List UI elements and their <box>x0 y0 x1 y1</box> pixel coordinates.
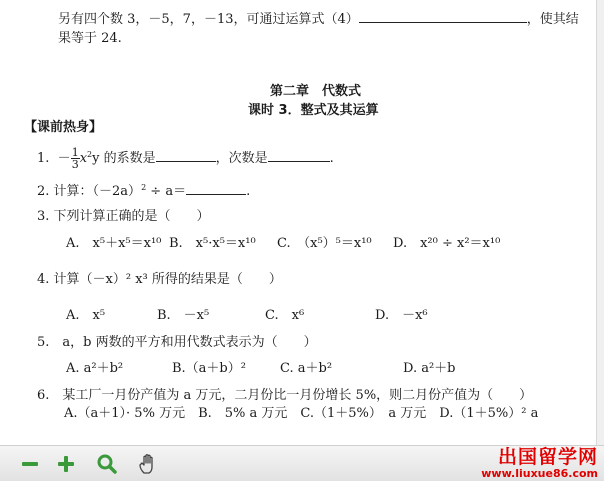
q2-exp: 2 <box>141 183 147 192</box>
search-button[interactable] <box>95 452 119 476</box>
q2-text: 2. 计算：（－2a） <box>37 184 142 199</box>
q1-end: . <box>329 151 334 166</box>
watermark-name: 出国留学网 <box>497 446 598 468</box>
q3-option-c: C. （x⁵）⁵＝x¹⁰ <box>277 236 372 251</box>
watermark-url: www.liuxue86.com <box>481 467 598 480</box>
q5-option-a: A. a²＋b² <box>66 361 124 376</box>
q1-text: y 的系数是 <box>92 151 156 166</box>
q4-option-a: A. x⁵ <box>66 308 106 323</box>
q1-frac-num: 1 <box>71 146 79 159</box>
q4-option-b: B. －x⁵ <box>157 308 210 323</box>
chapter-title: 第二章 代数式 <box>270 84 362 99</box>
section-title: 【课前热身】 <box>24 120 103 135</box>
question-5-stem: 5. a，b 两数的平方和用代数式表示为（ ） <box>37 335 317 350</box>
q5-option-d: D. a²＋b <box>403 361 456 376</box>
question-3-stem: 3. 下列计算正确的是（ ） <box>37 209 210 224</box>
q2-end: . <box>246 184 251 199</box>
plus-icon <box>54 452 78 476</box>
q3-option-a: A. x⁵＋x⁵＝x¹⁰ <box>66 236 162 251</box>
magnifier-icon <box>95 452 119 476</box>
question-2 <box>37 183 250 201</box>
minus-icon <box>18 452 42 476</box>
q4-option-c: C. x⁶ <box>265 308 305 323</box>
zoom-in-button[interactable] <box>54 452 78 476</box>
q2-blank <box>186 183 246 195</box>
q3-option-b: B. x⁵·x⁵＝x¹⁰ <box>169 236 256 251</box>
q5-option-c: C. a＋b² <box>280 361 333 376</box>
q3-option-d: D. x²⁰ ÷ x²＝x¹⁰ <box>393 236 501 251</box>
q1-blank-2 <box>268 150 330 162</box>
intro-line-1 <box>58 11 579 28</box>
hand-tool-button[interactable] <box>136 452 160 476</box>
q1-frac-den: 3 <box>71 158 79 171</box>
zoom-out-button[interactable] <box>18 452 42 476</box>
q2-after: ÷ a＝ <box>146 184 187 199</box>
question-1 <box>37 147 334 170</box>
q1-neg: － <box>57 151 71 166</box>
viewer-toolbar <box>0 445 604 481</box>
q1-number: 1. <box>37 151 50 166</box>
intro-line-2: 果等于 24. <box>58 31 122 46</box>
q1-mid: ，次数是 <box>215 151 268 166</box>
q6-options: A.（a＋1）· 5% 万元 B. 5% a 万元 C.（1＋5%） a 万元 D.（1＋5%）² a <box>64 406 539 421</box>
question-6-stem: 6. 某工厂一月份产值为 a 万元，二月份比一月份增长 5%，则二月份产值为（ ） <box>37 388 533 403</box>
q1-exp: 2 <box>87 150 93 159</box>
vertical-scrollbar[interactable] <box>596 0 604 445</box>
lesson-title: 课时 3．整式及其运算 <box>248 103 379 118</box>
watermark-logo <box>448 446 598 481</box>
q1-var-x: x <box>79 151 88 166</box>
intro-tail: ，使其结 <box>526 12 579 27</box>
q1-blank-1 <box>156 150 216 162</box>
q1-fraction <box>71 147 80 170</box>
answer-blank <box>359 11 527 23</box>
q5-option-b: B.（a＋b）² <box>172 361 246 376</box>
q4-option-d: D. －x⁶ <box>375 308 428 323</box>
question-4-stem: 4. 计算（－x）² x³ 所得的结果是（ ） <box>37 272 282 287</box>
intro-text: 另有四个数 3，－5，7，－13，可通过运算式（4） <box>58 12 359 27</box>
hand-icon <box>136 452 160 476</box>
